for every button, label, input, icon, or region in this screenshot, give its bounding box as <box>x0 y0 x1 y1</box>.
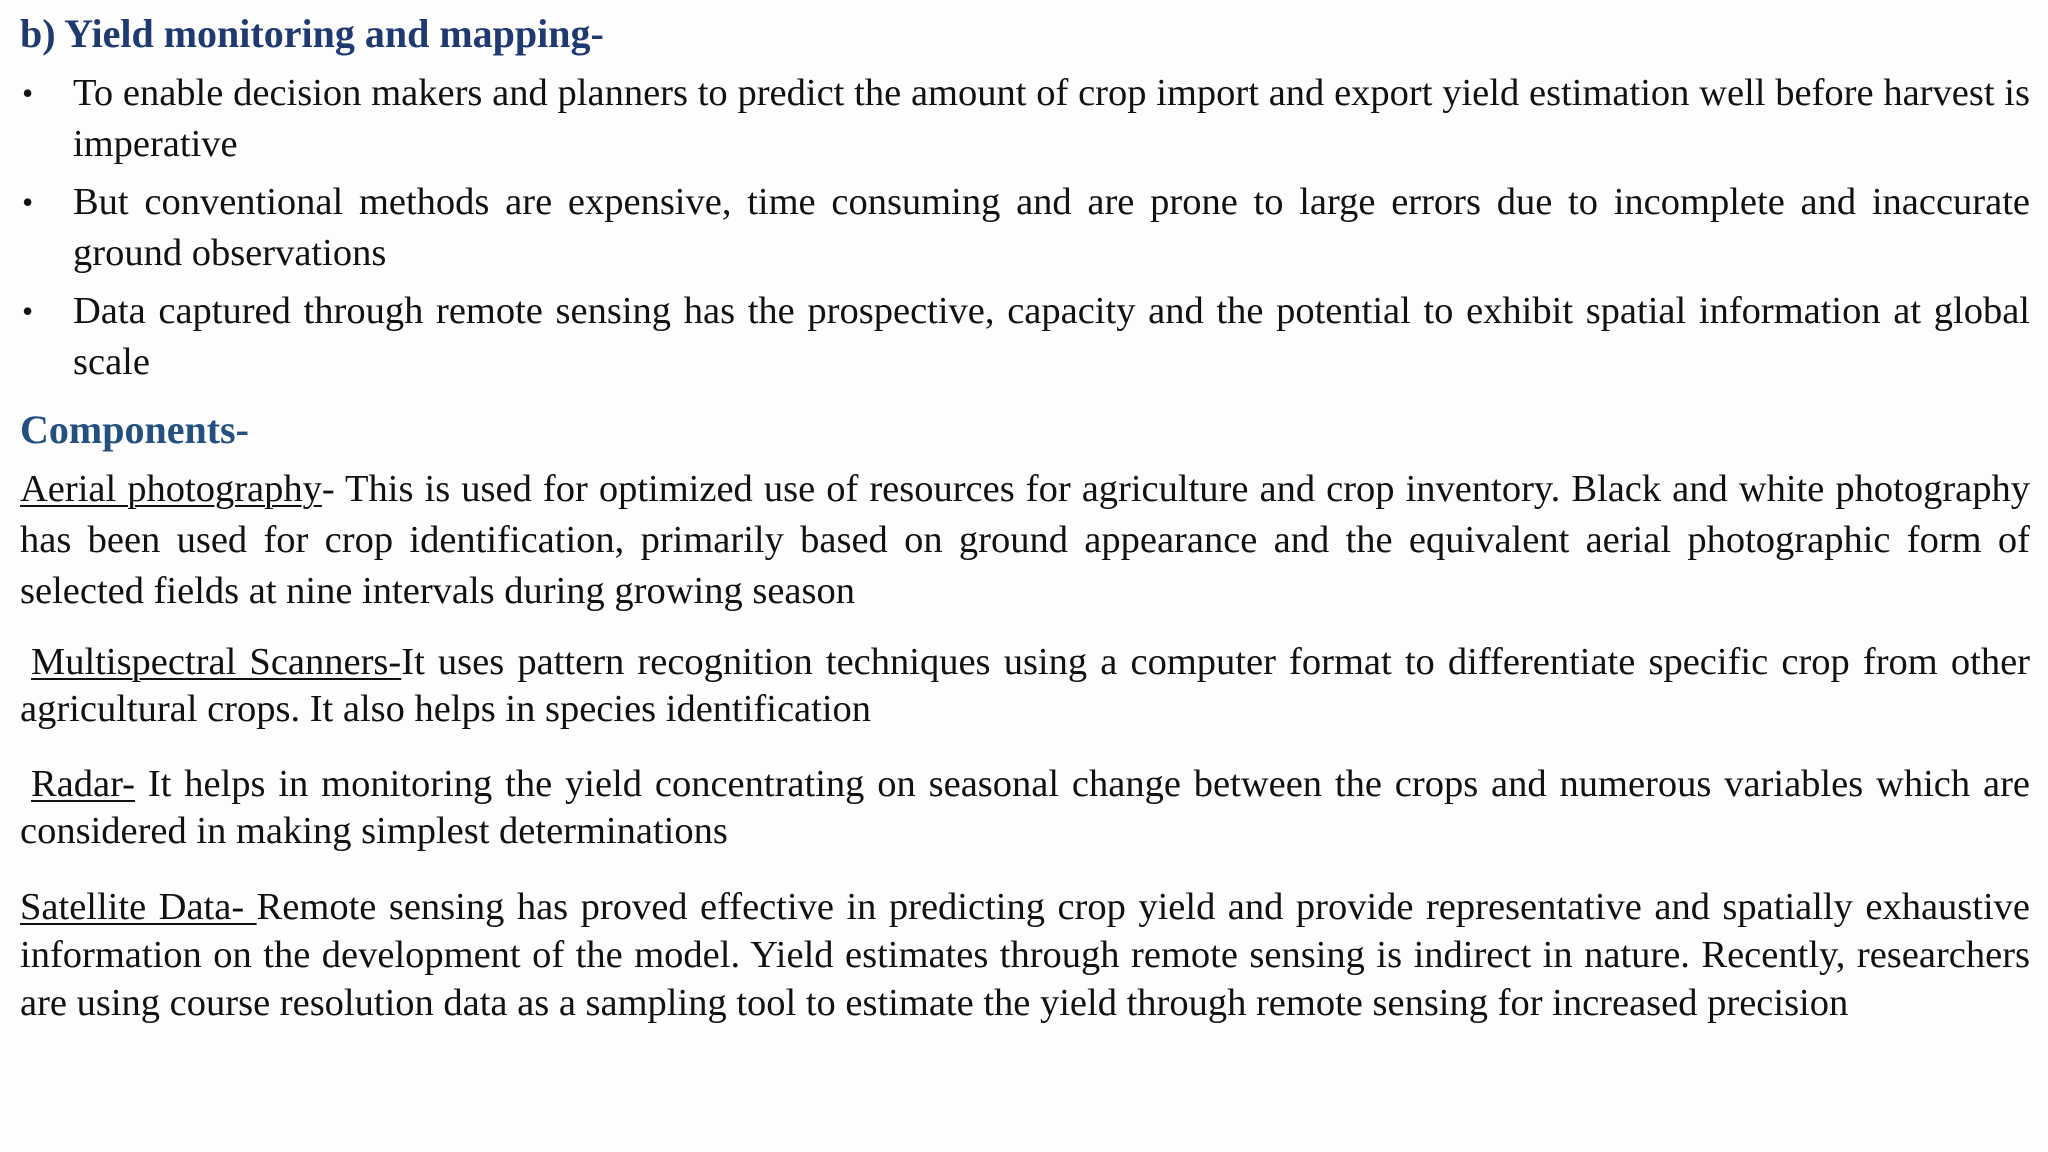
bullet-dot-icon: • <box>22 293 34 329</box>
component-description: It uses pattern recognition techniques using a computer format to differentiate specific crop from other agricultural crops. It also helps in species identification <box>20 641 2030 730</box>
component-term: Radar- <box>31 763 135 805</box>
component-description: Remote sensing has proved effective in predicting crop yield and provide representative and spatially exhaustive information on the development of the model. Yield estimates through remote sensing is indirect in nature. Recently, researchers are using course resolution data as a sampling tool to estimate the yield through remote sensing for increased precision <box>20 886 2030 1024</box>
component-satellite-data <box>20 883 2030 1027</box>
component-aerial-photography <box>20 464 2030 617</box>
bullet-text: But conventional methods are expensive, time consuming and are prone to large errors due to incomplete and inaccurate ground observations <box>73 181 2030 274</box>
bullet-text: To enable decision makers and planners to predict the amount of crop import and export yield estimation well before harvest is imperative <box>73 72 2030 165</box>
component-radar <box>20 761 2030 855</box>
bullet-item <box>20 68 2030 170</box>
component-term: Satellite Data- <box>20 886 257 928</box>
indent-spacer <box>20 763 31 805</box>
component-description: It helps in monitoring the yield concentrating on seasonal change between the crops and numerous variables which are considered in making simplest determinations <box>20 763 2030 852</box>
component-term: Multispectral Scanners- <box>31 641 402 683</box>
bullet-dot-icon: • <box>22 184 34 220</box>
bullet-dot-icon: • <box>22 75 34 111</box>
bullet-item <box>20 286 2030 388</box>
component-term: Aerial photography <box>20 468 322 510</box>
section-heading-components: Components- <box>20 407 249 452</box>
bullet-text: Data captured through remote sensing has the prospective, capacity and the potential to exhibit spatial information at global scale <box>73 290 2030 383</box>
indent-spacer <box>20 641 31 683</box>
yield-bullet-list <box>20 68 2030 388</box>
component-multispectral-scanners <box>20 639 2030 733</box>
component-description: - This is used for optimized use of resources for agriculture and crop inventory. Black and white photography has been used for crop identification, primarily based on ground appearance and the equivalent aerial photographic form of selected fields at nine intervals during growing season <box>20 468 2030 612</box>
bullet-item <box>20 177 2030 279</box>
section-heading-yield-monitoring: b) Yield monitoring and mapping- <box>20 11 604 56</box>
